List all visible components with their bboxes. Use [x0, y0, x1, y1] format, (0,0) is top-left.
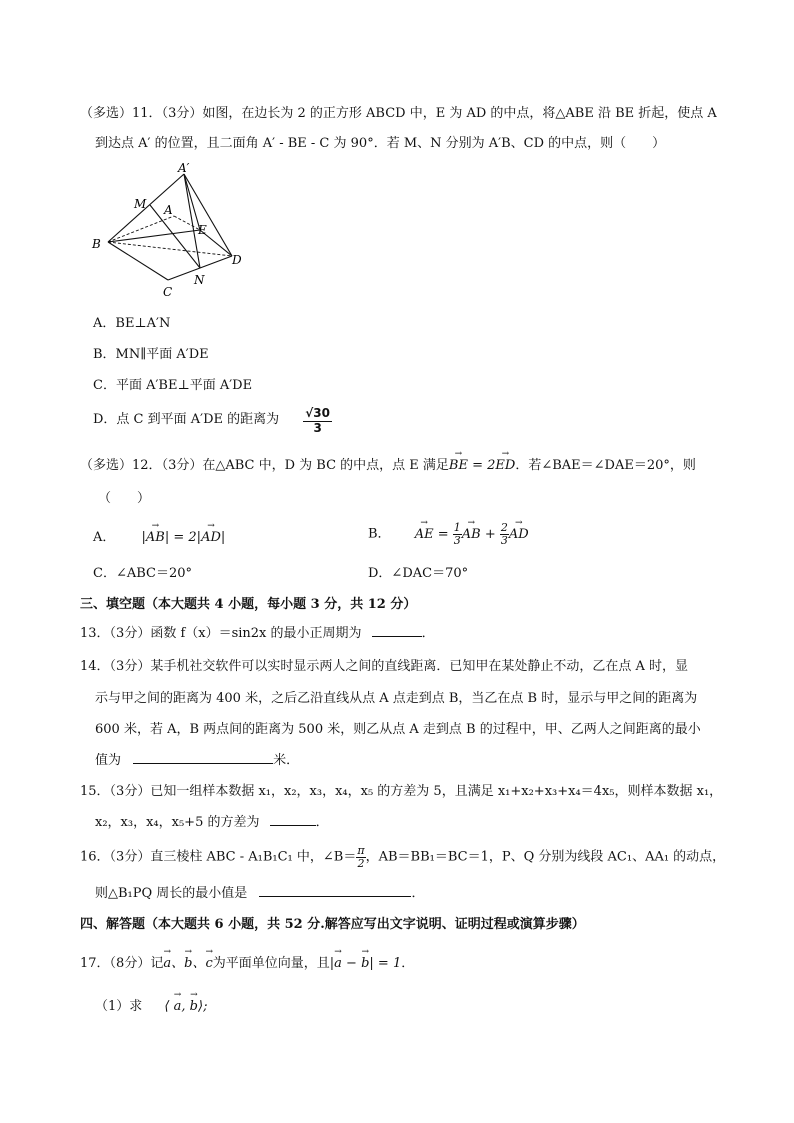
q13-text: 13．（3分）函数 f（x）＝sin2x 的最小正周期为 [80, 626, 362, 641]
q12-num: 12． [132, 458, 162, 473]
q14-line1: 14．（3分）某手机社交软件可以实时显示两人之间的直线距离．已知甲在某处静止不动，乙在点 A 时，显 [80, 659, 688, 674]
q13-answer-blank[interactable] [372, 622, 422, 637]
label-E: E [198, 223, 207, 237]
q17-text-b: 为平面单位向量，且 [212, 956, 330, 971]
q15-line2 [95, 811, 329, 830]
q16-end: ． [411, 886, 425, 901]
q16-text-c: 则△B₁PQ 周长的最小值是 [95, 886, 248, 901]
q17-line1 [80, 952, 414, 971]
q11-line2: 到达点 A′ 的位置，且二面角 A′ - BE - C 为 90°．若 M、N 分别为 A′B、CD 的中点，则（ ） [95, 136, 666, 151]
q16-answer-blank[interactable] [259, 882, 411, 897]
label-M: M [134, 197, 147, 211]
q12-stem-a: 在△ABC 中，D 为 BC 的中点，点 E 满足 [202, 458, 449, 473]
q16-text-b: ，AB＝BB₁＝BC＝1，P、Q 分别为线段 AC₁、AA₁ 的动点， [365, 849, 726, 865]
q14-line2: 示与甲之间的距离为 400 米，之后乙沿直线从点 A 点走到点 B，当乙在点 B 时，显示与甲之间的距离为 [95, 691, 698, 706]
q16-angle-fraction: $\frac{\pi}{2}$ [357, 844, 365, 870]
q12-line1 [80, 454, 696, 473]
q16-line2 [95, 882, 424, 901]
q11-option-d [93, 405, 332, 434]
q14-suffix: 米． [273, 753, 300, 768]
q11-option-d-fraction [303, 407, 332, 436]
q16-text-a: 16．（3分）直三棱柱 ABC - A₁B₁C₁ 中，∠B＝ [80, 849, 357, 865]
q17-vectors: → a、→ b、→ c [163, 956, 212, 971]
q12-option-a-formula: |→ AB| = 2|→ AD| [142, 530, 226, 545]
q12-vector-eq: → BE = 2→ ED [449, 458, 515, 473]
q17-text-a: 17．（8分）记 [80, 956, 164, 971]
q12-option-b-formula: → AE = $\frac{1}{3}$ → AB + $\frac{2}{3}$ → AD [415, 527, 529, 542]
q12-option-a-label: A． [93, 530, 116, 545]
label-N: N [194, 273, 205, 287]
q17-sub1-text: （1）求 [95, 999, 143, 1014]
edge-B-E [108, 230, 200, 242]
q15-text: x₂，x₃，x₄，x₅+5 的方差为 [95, 815, 260, 830]
q11-num: 11． [132, 106, 162, 121]
q11-score: （3分） [161, 106, 203, 121]
q12-tag: （多选） [80, 458, 133, 473]
q14-line4 [95, 749, 299, 768]
section-3-heading: 三、填空题（本大题共 4 小题，每小题 3 分，共 12 分） [80, 597, 417, 612]
q16-line1 [80, 845, 725, 869]
q12-option-d: D．∠DAC＝70° [368, 566, 469, 581]
edge-M-N [150, 205, 200, 268]
q11-option-b: B．MN∥平面 A′DE [93, 347, 209, 362]
q14-line3: 600 米，若 A，B 两点间的距离为 500 米，则乙从点 A 走到点 B 的过程中，甲、乙两人之间距离的最小 [95, 722, 701, 737]
q12-option-c: C．∠ABC＝20° [93, 566, 193, 581]
q17-sub1 [95, 995, 207, 1014]
q11-option-d-den: 3 [313, 420, 322, 435]
q12-paren: （ ） [98, 491, 151, 506]
q11-option-d-num: √30 [305, 406, 330, 420]
q11-text: 如图，在边长为 2 的正方形 ABCD 中，E 为 AD 的中点，将△ABE 沿 BE 折起，使点 A [202, 106, 717, 121]
q11-line1 [80, 102, 717, 121]
q11-option-a: A．BE⊥A′N [93, 316, 171, 331]
q14-answer-blank[interactable] [133, 749, 273, 764]
label-C: C [163, 285, 173, 299]
q13 [80, 622, 435, 641]
q11-option-c: C．平面 A′BE⊥平面 A′DE [93, 378, 253, 393]
q15-end: ． [315, 815, 329, 830]
label-D: D [232, 253, 242, 267]
q13-end: ． [421, 626, 435, 641]
q17-end: ． [401, 956, 415, 971]
q12-score: （3分） [161, 458, 203, 473]
q15-line1: 15．（3分）已知一组样本数据 x₁，x₂，x₃，x₄，x₅ 的方差为 5，且满足 x₁+x₂+x₃+x₄＝4x₅，则样本数据 x₁， [80, 784, 723, 799]
q17-sub1-formula: ⟨ → a, → b⟩; [164, 999, 207, 1014]
q11-option-d-text: D．点 C 到平面 A′DE 的距离为 [93, 411, 280, 427]
q12-option-b-label: B． [368, 526, 391, 542]
label-Ap: A′ [178, 161, 190, 175]
section-4-heading: 四、解答题（本大题共 6 小题，共 52 分.解答应写出文字说明、证明过程或演算步骤） [80, 917, 585, 932]
q12-stem-b: ．若∠BAE＝∠DAE＝20°，则 [515, 458, 696, 473]
q15-answer-blank[interactable] [270, 811, 316, 826]
q14-prefix: 值为 [95, 753, 122, 768]
q17-norm: |→ a − → b| = 1 [330, 956, 401, 971]
label-B: B [92, 237, 101, 251]
q11-tag: （多选） [80, 106, 133, 121]
label-A: A [164, 203, 173, 217]
q12-option-b [368, 522, 529, 546]
q12-option-a [93, 526, 225, 545]
q11-figure [88, 158, 258, 303]
